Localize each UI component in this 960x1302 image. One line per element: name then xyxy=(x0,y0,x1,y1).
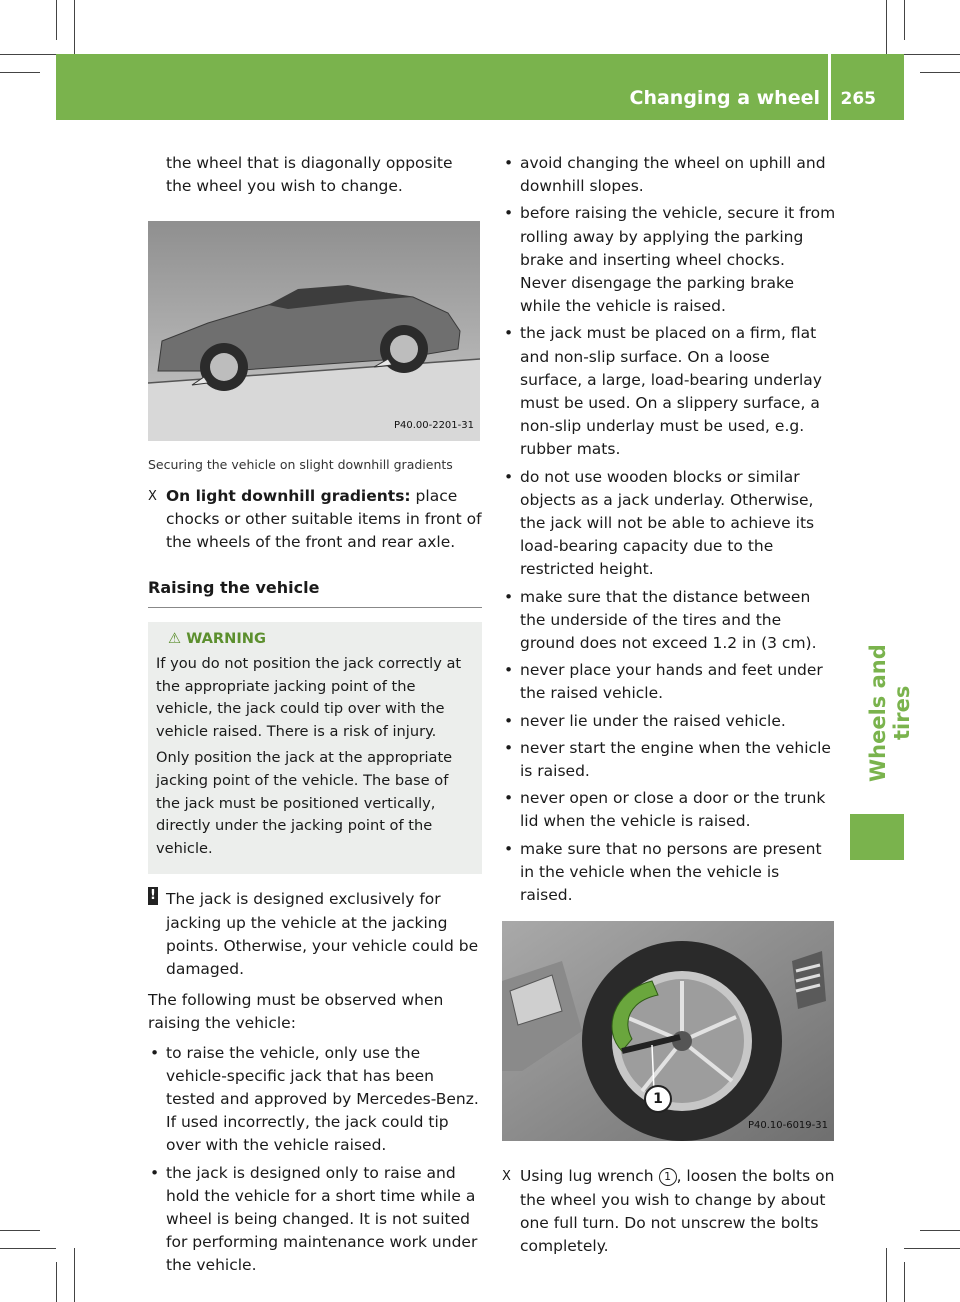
bullet-icon: • xyxy=(504,789,514,808)
bullet-list xyxy=(502,152,836,907)
section-tab-label: Wheels and tires xyxy=(866,644,914,782)
bullet-icon: • xyxy=(150,1163,160,1182)
car-on-slope-illustration xyxy=(148,221,480,441)
list-item xyxy=(502,737,836,783)
header-divider xyxy=(828,54,831,120)
body-paragraph: The following must be observed when raising the vehicle: xyxy=(148,991,444,1033)
instruction-step xyxy=(148,485,482,555)
step-arrow-icon: X xyxy=(502,1169,511,1185)
list-item-text: do not use wooden blocks or similar objects as a jack underlay. Otherwise, the jack will not be able to achieve its load-bearing capacity due to the restricted height. xyxy=(520,467,815,579)
crop-mark xyxy=(0,72,40,73)
callout-ref: 1 xyxy=(659,1168,677,1186)
crop-mark xyxy=(0,1248,56,1249)
crop-mark xyxy=(920,72,960,73)
crop-mark xyxy=(904,1248,960,1249)
bullet-icon: • xyxy=(504,711,514,730)
list-item xyxy=(502,838,836,908)
figure-code: P40.00-2201-31 xyxy=(393,420,474,432)
list-item xyxy=(148,1042,482,1158)
list-item xyxy=(502,586,836,656)
list-item-text: never place your hands and feet under the raised vehicle. xyxy=(520,661,823,703)
warning-title: WARNING xyxy=(186,630,266,648)
list-item xyxy=(502,710,836,733)
right-column xyxy=(502,152,836,1258)
instruction-step xyxy=(502,1165,836,1258)
damage-note xyxy=(148,888,482,981)
page-number: 265 xyxy=(840,89,876,109)
bullet-icon: • xyxy=(504,738,514,757)
crop-mark xyxy=(0,54,56,55)
list-item-text: never lie under the raised vehicle. xyxy=(520,711,786,730)
crop-mark xyxy=(886,1248,887,1302)
bullet-icon: • xyxy=(504,839,514,858)
list-item xyxy=(148,1162,482,1278)
step-emphasis: On light downhill gradients: xyxy=(166,486,411,505)
list-item-text: the jack must be placed on a firm, flat and non-slip surface. On a loose surface, a large, load-bearing underlay must be used. On a slippery surface, a non-slip underlay must be used, e.g. rubber mats. xyxy=(520,324,822,459)
warning-paragraph: Only position the jack at the appropriate jacking point of the vehicle. The base of the jack must be positioned vertically, directly under the jacking point of the vehicle. xyxy=(156,749,453,857)
bullet-icon: • xyxy=(150,1043,160,1062)
bullet-list xyxy=(148,1042,482,1278)
note-text: The jack is designed exclusively for jacking up the vehicle at the jacking points. Otherwise, your vehicle could be damaged. xyxy=(166,890,479,978)
bullet-icon: • xyxy=(504,587,514,606)
crop-mark xyxy=(904,0,905,40)
list-item-text: never start the engine when the vehicle is raised. xyxy=(520,738,831,781)
bullet-icon: • xyxy=(504,204,514,223)
bullet-icon: • xyxy=(504,661,514,680)
crop-mark xyxy=(74,0,75,54)
list-item-text: before raising the vehicle, secure it from rolling away by applying the parking brake and inserting wheel chocks. Never disengage the parking brake while the vehicle is raised. xyxy=(520,204,836,316)
intro-text: the wheel that is diagonally opposite the wheel you wish to change. xyxy=(166,154,453,196)
warning-triangle-icon: ⚠ xyxy=(168,630,182,648)
crop-mark xyxy=(904,1262,905,1302)
list-item-text: never open or close a door or the trunk lid when the vehicle is raised. xyxy=(520,789,826,831)
list-item-text: make sure that no persons are present in the vehicle when the vehicle is raised. xyxy=(520,839,822,905)
crop-mark xyxy=(0,1230,40,1231)
list-item xyxy=(502,787,836,833)
step-text: Using lug wrench xyxy=(520,1167,659,1186)
chapter-title: Changing a wheel xyxy=(629,87,820,109)
list-item xyxy=(502,202,836,318)
left-column xyxy=(148,152,482,1282)
bullet-icon: • xyxy=(504,467,514,486)
warning-paragraph: If you do not position the jack correctly at the appropriate jacking point of the vehicle, the jack could tip over with the vehicle raised. There is a risk of injury. xyxy=(156,655,462,740)
section-heading: Raising the vehicle xyxy=(148,576,482,608)
bullet-icon: • xyxy=(504,324,514,343)
crop-mark xyxy=(74,1248,75,1302)
list-item xyxy=(502,659,836,705)
callout-1: 1 xyxy=(644,1085,672,1113)
list-item xyxy=(502,466,836,582)
crop-mark xyxy=(920,1230,960,1231)
crop-mark xyxy=(56,0,57,40)
crop-mark xyxy=(904,54,960,55)
warning-heading xyxy=(156,628,474,651)
step-arrow-icon: X xyxy=(148,488,157,504)
bullet-icon: • xyxy=(504,154,514,172)
list-item-text: the jack is designed only to raise and hold the vehicle for a short time while a wheel is being changed. It is not suited for performing maintenance work under the vehicle. xyxy=(166,1163,478,1275)
warning-box xyxy=(148,622,482,874)
section-tab-marker xyxy=(850,814,904,860)
list-item-text: avoid changing the wheel on uphill and downhill slopes. xyxy=(520,154,826,196)
figure-lug-wrench xyxy=(502,921,834,1141)
exclamation-icon: ! xyxy=(148,887,158,905)
figure-code: P40.10-6019-31 xyxy=(747,1120,828,1132)
step-text: place chocks or other suitable items in front of the wheels of the front and rear axle. xyxy=(166,486,482,552)
list-item xyxy=(502,152,836,198)
page-header xyxy=(56,54,904,120)
figure-car-on-slope xyxy=(148,221,480,441)
list-item xyxy=(502,322,836,461)
crop-mark xyxy=(886,0,887,54)
crop-mark xyxy=(56,1262,57,1302)
list-item-text: to raise the vehicle, only use the vehicle-specific jack that has been tested and approved by Mercedes-Benz. If used incorrectly, the jack could tip over with the vehicle raised. xyxy=(166,1043,479,1155)
list-item-text: make sure that the distance between the underside of the tires and the ground does not exceed 1.2 in (3 cm). xyxy=(520,587,817,653)
figure-caption: Securing the vehicle on slight downhill gradients xyxy=(148,457,453,473)
step-text: , loosen the bolts on the wheel you wish to change by about one full turn. Do not unscrew the bolts completely. xyxy=(520,1167,835,1255)
